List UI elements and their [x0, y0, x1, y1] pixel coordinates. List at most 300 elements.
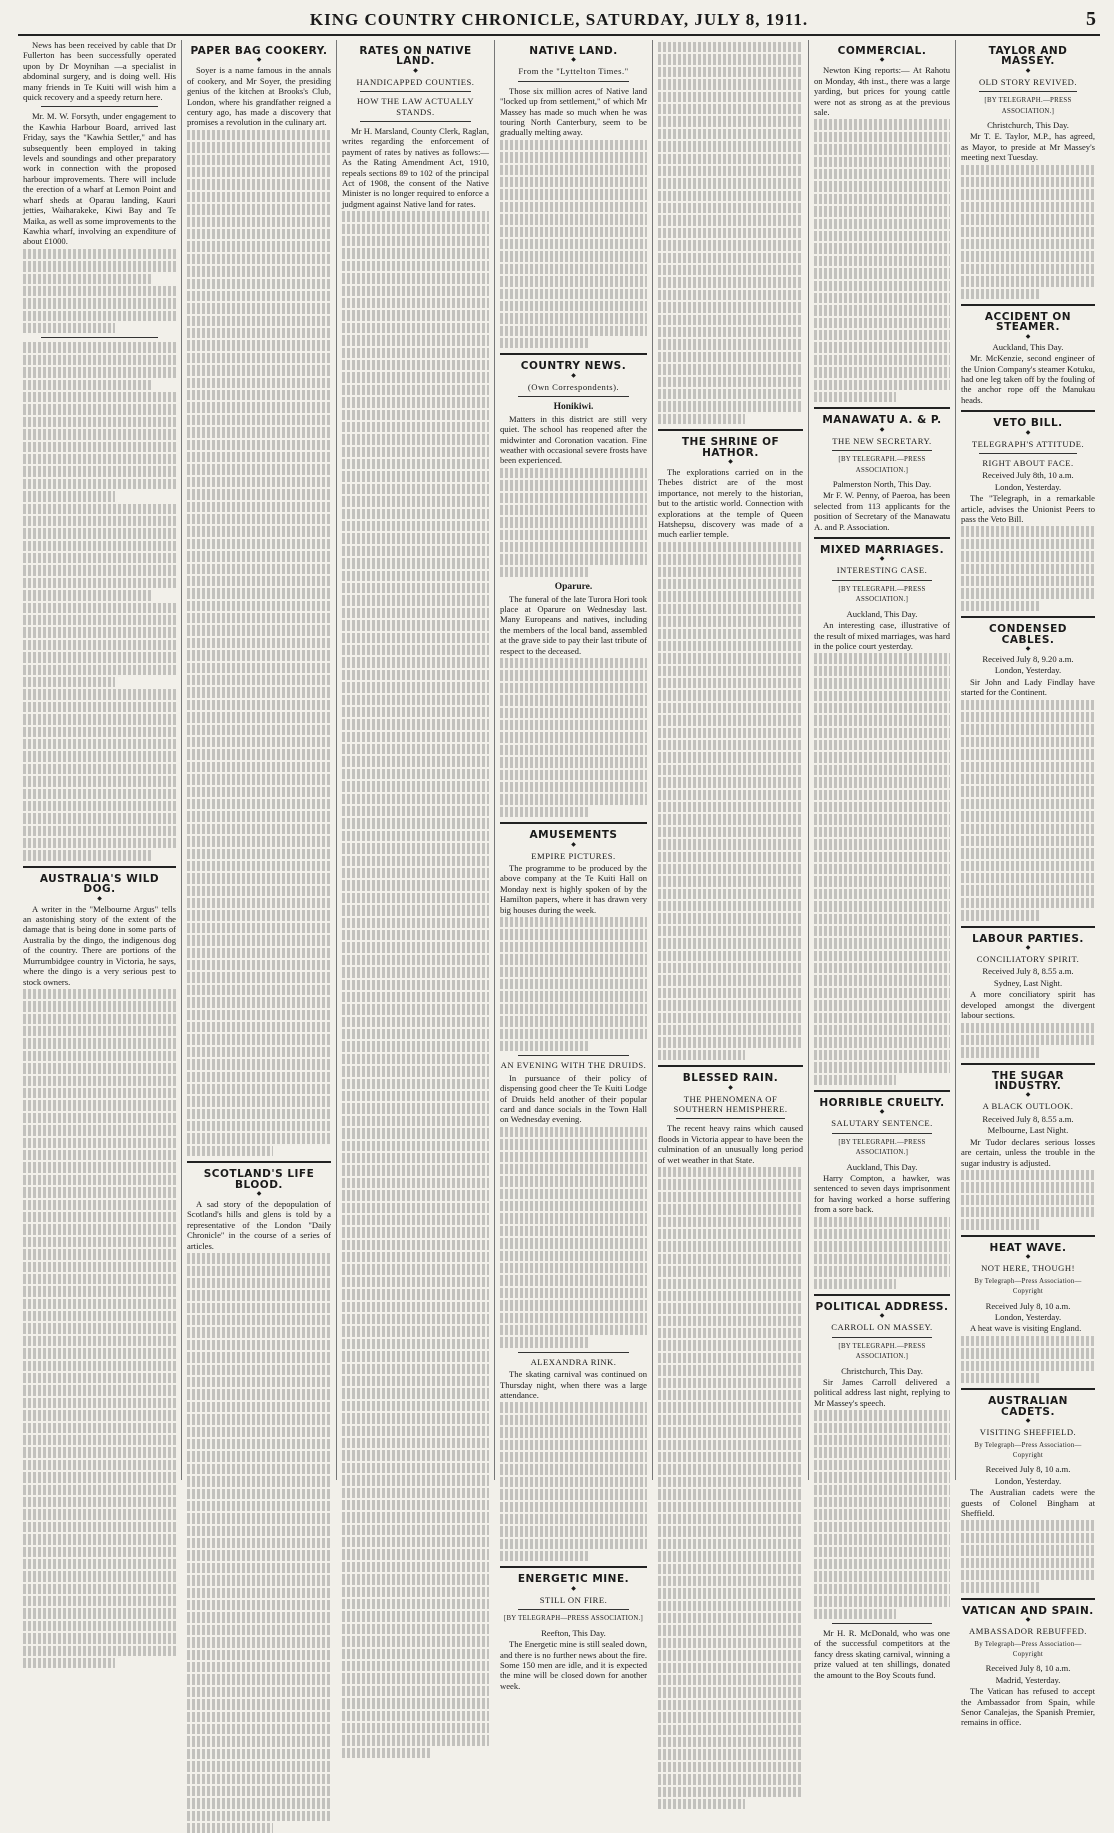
text-lines — [23, 603, 176, 613]
headline-scotland: SCOTLAND'S LIFE BLOOD. — [203, 1168, 315, 1191]
text-lines — [187, 960, 331, 970]
text-lines — [342, 471, 489, 481]
text-lines — [658, 1663, 803, 1673]
text-lines — [500, 1251, 647, 1261]
section-rule — [814, 1090, 950, 1092]
text-lines — [500, 517, 647, 527]
text-lines — [961, 1520, 1095, 1530]
text-lines — [23, 1076, 176, 1086]
column-5 — [652, 40, 808, 1480]
column-7 — [955, 40, 1100, 1728]
text-lines — [187, 1489, 331, 1499]
text-lines — [342, 682, 489, 692]
text-lines — [187, 774, 331, 784]
text-lines — [23, 776, 176, 786]
text-lines — [23, 1014, 176, 1024]
text-lines — [342, 1686, 489, 1696]
text-lines — [961, 1336, 1095, 1346]
article-alexandra-rink: The skating carnival was continued on Thursday night, when there was a large attendance. — [500, 1369, 647, 1400]
text-lines — [500, 1238, 647, 1248]
text-lines — [342, 595, 489, 605]
text-lines — [187, 923, 331, 933]
dateline: Auckland, This Day. — [846, 1161, 918, 1172]
text-lines — [23, 1485, 176, 1495]
text-lines — [23, 355, 176, 365]
text-lines — [187, 316, 331, 326]
text-lines — [658, 1291, 803, 1301]
text-lines — [814, 1241, 950, 1251]
text-lines — [961, 799, 1095, 809]
text-lines — [658, 1204, 803, 1214]
text-lines — [814, 194, 950, 204]
ornament: ◆ — [97, 895, 102, 902]
text-lines — [342, 955, 489, 965]
telegraph-credit: [BY TELEGRAPH.—PRESS ASSOCIATION.] — [838, 1138, 926, 1157]
text-lines — [658, 975, 803, 985]
divider — [518, 1609, 629, 1610]
text-lines — [23, 1262, 176, 1272]
text-lines — [23, 298, 176, 308]
text-lines — [658, 641, 803, 651]
text-lines — [500, 1275, 647, 1285]
text-lines — [23, 652, 176, 662]
text-lines — [961, 1361, 1095, 1371]
text-lines — [814, 827, 950, 837]
text-lines — [342, 1488, 489, 1498]
text-lines — [187, 1563, 331, 1573]
text-lines — [187, 241, 331, 251]
text-lines — [961, 1545, 1095, 1555]
text-lines — [658, 116, 803, 126]
article-commercial: Newton King reports:— At Rahotu on Monday, 4th inst., there was a large yarding, but prices for young cattle were not as strong as at the previous sale. — [814, 65, 950, 118]
text-lines — [961, 700, 1095, 710]
text-lines — [23, 1522, 176, 1532]
text-lines — [23, 1385, 176, 1395]
text-lines — [658, 1440, 803, 1450]
text-lines — [23, 1472, 176, 1482]
text-lines — [187, 1402, 331, 1412]
text-lines — [500, 1201, 647, 1211]
text-lines — [23, 504, 176, 514]
text-lines — [961, 762, 1095, 772]
subheading: TELEGRAPH'S ATTITUDE. — [971, 438, 1085, 449]
text-lines — [961, 824, 1095, 834]
text-lines — [500, 1029, 647, 1039]
text-lines — [23, 1497, 176, 1507]
text-lines — [961, 526, 1095, 536]
text-lines — [23, 789, 176, 799]
text-lines — [187, 415, 331, 425]
text-lines — [23, 677, 115, 687]
text-lines — [23, 764, 176, 774]
text-lines — [658, 352, 803, 362]
text-lines — [961, 551, 1095, 561]
text-lines — [814, 864, 950, 874]
text-lines — [342, 583, 489, 593]
text-lines — [342, 633, 489, 643]
text-lines — [500, 313, 647, 323]
text-lines — [342, 1178, 489, 1188]
text-lines — [500, 1176, 647, 1186]
text-lines — [187, 378, 331, 388]
text-lines — [342, 1549, 489, 1559]
text-lines — [658, 1650, 803, 1660]
text-lines — [658, 690, 803, 700]
text-lines — [23, 429, 176, 439]
text-lines — [500, 1539, 647, 1549]
text-lines — [658, 1037, 803, 1047]
text-lines — [814, 1025, 950, 1035]
text-lines — [342, 1091, 489, 1101]
subheading: AN EVENING WITH THE DRUIDS. — [500, 1060, 647, 1071]
text-lines — [342, 1103, 489, 1113]
text-lines — [342, 1711, 489, 1721]
text-lines — [187, 712, 331, 722]
text-lines — [814, 1217, 950, 1227]
dateline: Auckland, This Day. — [846, 608, 918, 619]
text-lines — [187, 167, 331, 177]
divider — [979, 91, 1077, 92]
text-lines — [342, 1438, 489, 1448]
text-lines — [814, 1584, 950, 1594]
text-lines — [500, 695, 647, 705]
divider — [832, 1623, 932, 1624]
text-lines — [23, 838, 176, 848]
text-lines — [814, 318, 950, 328]
text-lines — [23, 1001, 176, 1011]
text-lines — [814, 305, 950, 315]
text-lines — [187, 402, 331, 412]
text-lines — [23, 850, 153, 860]
text-lines — [187, 886, 331, 896]
dateline: Received July 8, 9.20 a.m. — [982, 654, 1074, 664]
divider — [518, 396, 629, 397]
text-lines — [342, 657, 489, 667]
text-lines — [187, 1315, 331, 1325]
text-lines — [23, 1336, 176, 1346]
text-lines — [342, 992, 489, 1002]
text-lines — [187, 539, 331, 549]
text-lines — [23, 1026, 176, 1036]
text-lines — [23, 1237, 176, 1247]
text-lines — [814, 951, 950, 961]
text-lines — [187, 663, 331, 673]
text-lines — [187, 192, 331, 202]
telegraph-credit: [BY TELEGRAPH.—PRESS ASSOCIATION.] — [838, 1342, 926, 1361]
text-lines — [187, 254, 331, 264]
text-lines — [23, 627, 176, 637]
text-lines — [658, 265, 803, 275]
text-lines — [187, 638, 331, 648]
text-lines — [961, 189, 1095, 199]
headline-condensed-cables: CONDENSED CABLES. — [988, 623, 1068, 646]
divider — [360, 121, 471, 122]
text-lines — [658, 852, 803, 862]
text-lines — [500, 1440, 647, 1450]
text-lines — [961, 1373, 1041, 1383]
text-lines — [961, 724, 1095, 734]
text-lines — [658, 1241, 803, 1251]
text-lines — [187, 1464, 331, 1474]
text-lines — [961, 1023, 1095, 1033]
text-lines — [500, 1041, 588, 1051]
text-lines — [500, 214, 647, 224]
telegraph-credit: By Telegraph—Press Association—Copyright — [974, 1277, 1082, 1296]
article-labour-parties: A more conciliatory spirit has developed amongst the divergent labour sections. — [961, 989, 1095, 1021]
text-lines — [500, 1164, 647, 1174]
text-lines — [187, 291, 331, 301]
section-rule — [961, 926, 1095, 928]
text-lines — [500, 554, 647, 564]
text-lines — [500, 794, 647, 804]
text-lines — [187, 1010, 331, 1020]
text-lines — [187, 1414, 331, 1424]
text-lines — [342, 434, 489, 444]
text-lines — [658, 765, 803, 775]
ornament: ◆ — [256, 1191, 262, 1198]
text-lines — [342, 248, 489, 258]
text-lines — [342, 918, 489, 928]
text-lines — [342, 298, 489, 308]
text-lines — [342, 1673, 489, 1683]
text-lines — [187, 1674, 331, 1684]
text-lines — [658, 1050, 745, 1060]
text-lines — [342, 261, 489, 271]
text-lines — [658, 1452, 803, 1462]
telegraph-credit: By Telegraph—Press Association—Copyright — [974, 1640, 1082, 1658]
headline-amusements: AMUSEMENTS — [529, 829, 618, 842]
headline-energetic-mine: ENERGETIC MINE. — [517, 1573, 630, 1586]
text-lines — [500, 954, 647, 964]
ornament: ◆ — [879, 426, 885, 433]
text-lines — [342, 558, 489, 568]
text-lines — [23, 1299, 176, 1309]
text-lines — [187, 849, 331, 859]
text-lines — [187, 625, 331, 635]
text-lines — [500, 239, 647, 249]
text-lines — [23, 342, 176, 352]
text-lines — [814, 1266, 950, 1276]
text-lines — [342, 372, 489, 382]
text-lines — [187, 1749, 331, 1759]
article-oparure: The funeral of the late Turora Hori took place at Oparure on Wednesday last. Many Europeans and natives, including the members of the local band, assembled at the grave side to pay their last tribute of respect to the deceased. — [500, 593, 647, 656]
text-lines — [961, 786, 1095, 796]
text-lines — [342, 1289, 489, 1299]
text-lines — [658, 728, 803, 738]
text-lines — [658, 827, 803, 837]
text-lines — [23, 1138, 176, 1148]
subheading: HOW THE LAW ACTUALLY STANDS. — [356, 96, 475, 117]
text-lines — [187, 502, 331, 512]
text-lines — [658, 889, 803, 899]
text-lines — [814, 1050, 950, 1060]
text-lines — [187, 1662, 331, 1672]
text-lines — [658, 1415, 803, 1425]
text-lines — [658, 228, 803, 238]
text-lines — [500, 1514, 647, 1524]
text-lines — [342, 769, 489, 779]
text-lines — [500, 1189, 647, 1199]
text-lines — [500, 276, 647, 286]
text-lines — [23, 442, 176, 452]
text-lines — [961, 264, 1095, 274]
divider — [832, 1133, 932, 1134]
dateline: Madrid, Yesterday. — [995, 1674, 1061, 1685]
text-lines — [187, 787, 331, 797]
text-lines — [961, 227, 1095, 237]
text-lines — [23, 739, 176, 749]
text-lines — [342, 286, 489, 296]
text-lines — [342, 1153, 489, 1163]
text-lines — [500, 1325, 647, 1335]
text-lines — [500, 542, 647, 552]
text-lines — [342, 893, 489, 903]
text-lines — [23, 1162, 176, 1172]
text-lines — [342, 670, 489, 680]
text-lines — [23, 1274, 176, 1284]
article-native-land: Those six million acres of Native land "locked up from settlement," of which Mr Massey has made so much when he was touring North Canterbury, seem to be gradually melting away. — [500, 85, 647, 138]
section-rule — [658, 1065, 803, 1067]
text-lines — [23, 1286, 176, 1296]
text-lines — [342, 459, 489, 469]
ornament: ◆ — [728, 458, 733, 465]
text-lines — [658, 1390, 803, 1400]
text-lines — [658, 1787, 803, 1797]
text-lines — [23, 1063, 176, 1073]
text-lines — [187, 1724, 331, 1734]
text-lines — [500, 530, 647, 540]
text-lines — [500, 1263, 647, 1273]
text-lines — [658, 1774, 803, 1784]
text-lines — [187, 700, 331, 710]
section-rule — [814, 537, 950, 539]
text-lines — [500, 177, 647, 187]
text-lines — [23, 1460, 176, 1470]
text-lines — [187, 576, 331, 586]
text-lines — [23, 565, 176, 575]
text-lines — [814, 1596, 950, 1606]
text-lines — [658, 1564, 803, 1574]
divider — [979, 453, 1077, 454]
column-3 — [336, 40, 494, 1480]
article-taylor-massey: Mr T. E. Taylor, M.P., has agreed, as Mayor, to preside at Mr Massey's meeting next Tuesday. — [961, 131, 1095, 163]
text-lines — [187, 1786, 331, 1796]
text-lines — [342, 930, 489, 940]
section-rule — [961, 1388, 1095, 1390]
text-lines — [658, 1303, 803, 1313]
text-lines — [814, 243, 950, 253]
text-lines — [187, 1575, 331, 1585]
subheading: THE PHENOMENA OF SOUTHERN HEMISPHERE. — [673, 1093, 788, 1114]
text-lines — [187, 836, 331, 846]
text-lines — [342, 905, 489, 915]
text-lines — [658, 1217, 803, 1227]
divider — [832, 450, 932, 451]
text-lines — [500, 227, 647, 237]
text-lines — [342, 1413, 489, 1423]
article-condensed-cables: Sir John and Lady Findlay have started for the Continent. — [961, 676, 1095, 698]
text-lines — [658, 1712, 803, 1722]
text-lines — [342, 856, 489, 866]
subheading: EMPIRE PICTURES. — [531, 850, 616, 861]
text-lines — [23, 1323, 176, 1333]
text-lines — [23, 714, 176, 724]
text-lines — [500, 1288, 647, 1298]
headline-honikiwi: Honikiwi. — [553, 402, 594, 413]
headline-political-address: POLITICAL ADDRESS. — [815, 1301, 949, 1313]
text-lines — [814, 975, 950, 985]
column-1 — [18, 40, 181, 1480]
text-lines — [500, 770, 647, 780]
text-lines — [342, 756, 489, 766]
text-lines — [342, 323, 489, 333]
text-lines — [814, 938, 950, 948]
headline-heat-wave: HEAT WAVE. — [989, 1241, 1067, 1254]
text-lines — [342, 1500, 489, 1510]
telegraph-credit: By Telegraph—Press Association—Copyright — [974, 1441, 1082, 1459]
text-lines — [23, 1398, 176, 1408]
text-lines — [187, 217, 331, 227]
text-lines — [961, 1348, 1095, 1358]
text-lines — [23, 1038, 176, 1048]
text-lines — [500, 189, 647, 199]
text-lines — [500, 505, 647, 515]
text-lines — [187, 935, 331, 945]
text-lines — [187, 1352, 331, 1362]
text-lines — [187, 1146, 273, 1156]
section-rule — [23, 866, 176, 868]
text-lines — [658, 1229, 803, 1239]
text-lines — [658, 567, 803, 577]
text-lines — [814, 1229, 950, 1239]
text-lines — [187, 551, 331, 561]
text-lines — [187, 985, 331, 995]
text-lines — [658, 1000, 803, 1010]
text-lines — [814, 802, 950, 812]
text-lines — [23, 553, 176, 563]
text-lines — [658, 327, 803, 337]
text-lines — [500, 1139, 647, 1149]
text-lines — [187, 675, 331, 685]
text-lines — [187, 588, 331, 598]
text-lines — [342, 546, 489, 556]
text-lines — [342, 843, 489, 853]
telegraph-credit: [BY TELEGRAPH.—PRESS ASSOCIATION.] — [984, 97, 1072, 115]
text-lines — [814, 1410, 950, 1420]
text-lines — [814, 169, 950, 179]
text-lines — [187, 972, 331, 982]
text-lines — [814, 1435, 950, 1445]
text-lines — [187, 1513, 331, 1523]
text-lines — [814, 1509, 950, 1519]
text-lines — [187, 1637, 331, 1647]
text-lines — [500, 567, 588, 577]
text-lines — [187, 1476, 331, 1486]
text-lines — [187, 650, 331, 660]
text-lines — [23, 249, 176, 259]
text-lines — [23, 528, 176, 538]
text-lines — [342, 533, 489, 543]
article-heat-wave: A heat wave is visiting England. — [970, 1323, 1082, 1334]
text-lines — [23, 1361, 176, 1371]
text-lines — [187, 1823, 273, 1833]
text-lines — [23, 392, 176, 402]
text-lines — [342, 620, 489, 630]
subheading: HANDICAPPED COUNTIES. — [356, 76, 475, 87]
text-lines — [23, 1596, 176, 1606]
text-lines — [187, 1365, 331, 1375]
text-lines — [23, 1435, 176, 1445]
